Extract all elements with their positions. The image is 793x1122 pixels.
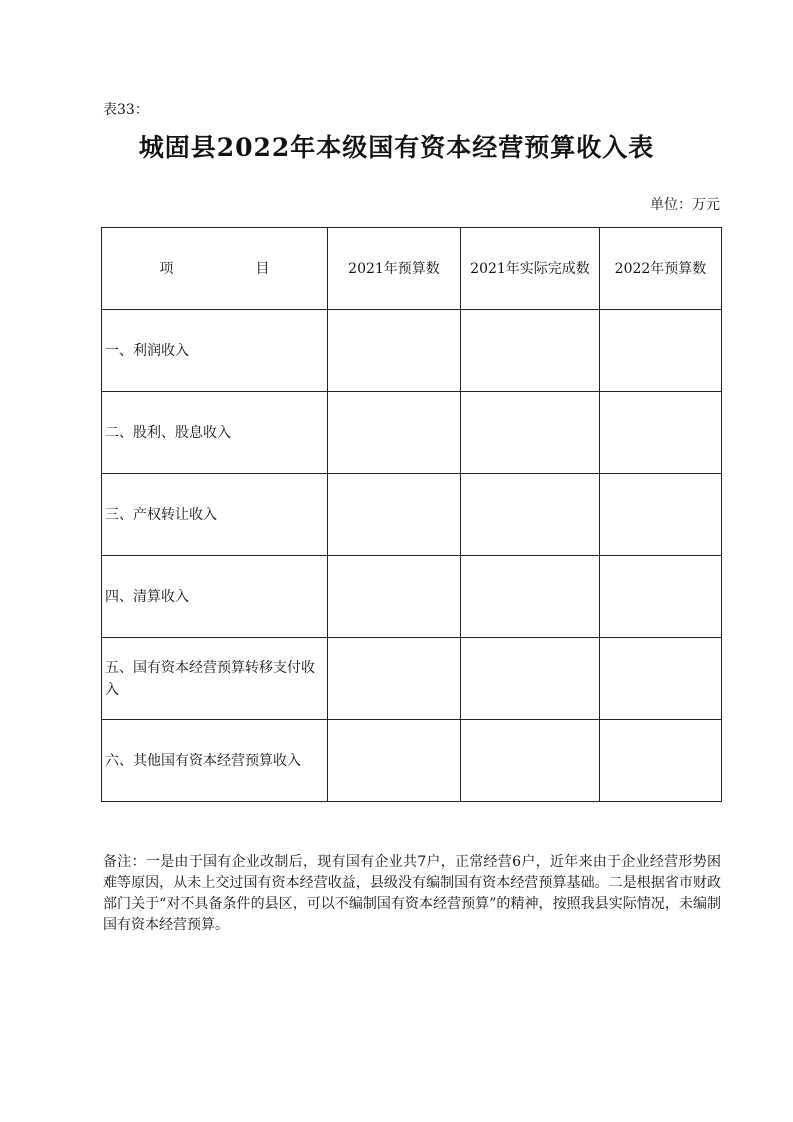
row-2022-budget-cell	[600, 310, 722, 392]
table-row	[102, 638, 722, 720]
row-2021-actual-cell	[461, 474, 600, 556]
table-row	[102, 310, 722, 392]
row-2021-actual-cell	[461, 720, 600, 802]
header-item	[102, 228, 328, 310]
row-2021-budget-cell	[328, 310, 461, 392]
header-item-left: 项	[159, 260, 174, 277]
header-2021-budget: 2021年预算数	[328, 228, 461, 310]
header-item-right: 目	[255, 260, 270, 277]
table-label: 表33：	[103, 102, 149, 118]
table-header-row	[102, 228, 722, 310]
page-title: 城固县2022年本级国有资本经营预算收入表	[138, 133, 655, 162]
row-item-label: 六、其他国有资本经营预算收入	[102, 720, 328, 802]
table-row	[102, 720, 722, 802]
row-2021-actual-cell	[461, 556, 600, 638]
row-2021-actual-cell	[461, 638, 600, 720]
row-item-label: 一、利润收入	[102, 310, 328, 392]
header-2021-actual: 2021年实际完成数	[461, 228, 600, 310]
header-2022-budget: 2022年预算数	[600, 228, 722, 310]
row-item-label: 二、股利、股息收入	[102, 392, 328, 474]
row-2022-budget-cell	[600, 720, 722, 802]
row-2021-actual-cell	[461, 310, 600, 392]
row-item-label: 三、产权转让收入	[102, 474, 328, 556]
unit-label: 单位：万元	[650, 197, 720, 213]
row-2021-budget-cell	[328, 392, 461, 474]
row-item-label: 四、清算收入	[102, 556, 328, 638]
row-2022-budget-cell	[600, 556, 722, 638]
row-2021-budget-cell	[328, 474, 461, 556]
row-2021-actual-cell	[461, 392, 600, 474]
row-2021-budget-cell	[328, 638, 461, 720]
table-row	[102, 392, 722, 474]
budget-table	[101, 227, 722, 802]
row-2021-budget-cell	[328, 556, 461, 638]
row-2021-budget-cell	[328, 720, 461, 802]
row-2022-budget-cell	[600, 638, 722, 720]
table-row	[102, 556, 722, 638]
remarks-note: 备注：一是由于国有企业改制后，现有国有企业共7户，正常经营6户，近年来由于企业经营形势困难等原因，从未上交过国有资本经营收益，县级没有编制国有资本经营预算基础。二是根据省市财政部门关于“对不具备条件的县区，可以不编制国有资本经营预算”的精神，按照我县实际情况，未编制国有资本经营预算。	[103, 854, 721, 933]
table-row	[102, 474, 722, 556]
row-2022-budget-cell	[600, 392, 722, 474]
row-item-label: 五、国有资本经营预算转移支付收入	[102, 638, 328, 720]
row-2022-budget-cell	[600, 474, 722, 556]
